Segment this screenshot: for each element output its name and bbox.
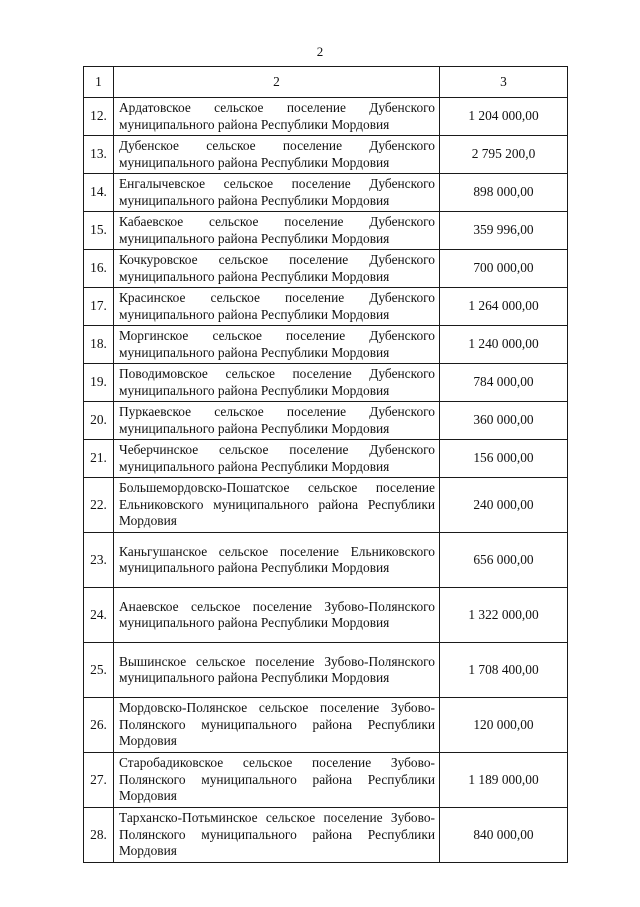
table-row [84,250,568,288]
settlement-name: Енгалычевское сельское поселение Дубенского муниципального района Республики Мордовия [114,174,440,212]
table-row [84,588,568,643]
settlement-name: Чеберчинское сельское поселение Дубенского муниципального района Республики Мордовия [114,440,440,478]
allocation-amount: 1 204 000,00 [440,98,568,136]
allocation-amount: 1 708 400,00 [440,643,568,698]
allocation-amount: 360 000,00 [440,402,568,440]
column-header-name: 2 [114,67,440,98]
row-number: 18. [84,326,114,364]
table-row [84,326,568,364]
row-number: 28. [84,808,114,863]
allocation-amount: 120 000,00 [440,698,568,753]
table-row [84,808,568,863]
allocation-amount: 840 000,00 [440,808,568,863]
table-header-row [84,67,568,98]
allocation-amount: 1 264 000,00 [440,288,568,326]
row-number: 17. [84,288,114,326]
row-number: 24. [84,588,114,643]
row-number: 13. [84,136,114,174]
settlement-name: Пуркаевское сельское поселение Дубенского муниципального района Республики Мордовия [114,402,440,440]
table-row [84,440,568,478]
row-number: 15. [84,212,114,250]
row-number: 25. [84,643,114,698]
page-number: 2 [316,44,324,59]
settlement-name: Большемордовско-Пошатское сельское поселение Ельниковского муниципального района Республики Мордовия [114,478,440,533]
column-header-number: 1 [84,67,114,98]
row-number: 20. [84,402,114,440]
table-row [84,643,568,698]
settlement-name: Анаевское сельское поселение Зубово-Полянского муниципального района Республики Мордовия [114,588,440,643]
table-row [84,533,568,588]
settlement-name: Кочкуровское сельское поселение Дубенского муниципального района Республики Мордовия [114,250,440,288]
allocation-amount: 1 240 000,00 [440,326,568,364]
allocation-amount: 240 000,00 [440,478,568,533]
row-number: 22. [84,478,114,533]
table-body [84,67,568,863]
settlement-name: Красинское сельское поселение Дубенского муниципального района Республики Мордовия [114,288,440,326]
table-row [84,364,568,402]
row-number: 26. [84,698,114,753]
allocation-amount: 1 322 000,00 [440,588,568,643]
table-row [84,753,568,808]
table-row [84,212,568,250]
row-number: 21. [84,440,114,478]
table-row [84,478,568,533]
allocation-amount: 700 000,00 [440,250,568,288]
allocation-amount: 359 996,00 [440,212,568,250]
row-number: 27. [84,753,114,808]
row-number: 19. [84,364,114,402]
table-row [84,402,568,440]
allocation-amount: 156 000,00 [440,440,568,478]
allocation-amount: 784 000,00 [440,364,568,402]
table-row [84,136,568,174]
table-row [84,98,568,136]
settlement-name: Вышинское сельское поселение Зубово-Полянского муниципального района Республики Мордовия [114,643,440,698]
allocation-table [83,66,568,863]
settlement-name: Кабаевское сельское поселение Дубенского муниципального района Республики Мордовия [114,212,440,250]
settlement-name: Каньгушанское сельское поселение Ельниковского муниципального района Республики Мордовия [114,533,440,588]
settlement-name: Ардатовское сельское поселение Дубенского муниципального района Республики Мордовия [114,98,440,136]
table-row [84,174,568,212]
settlement-name: Старобадиковское сельское поселение Зубово-Полянского муниципального района Республики Мордовия [114,753,440,808]
row-number: 16. [84,250,114,288]
settlement-name: Моргинское сельское поселение Дубенского муниципального района Республики Мордовия [114,326,440,364]
allocation-amount: 898 000,00 [440,174,568,212]
settlement-name: Дубенское сельское поселение Дубенского муниципального района Республики Мордовия [114,136,440,174]
column-header-amount: 3 [440,67,568,98]
row-number: 23. [84,533,114,588]
table-row [84,288,568,326]
allocation-amount: 656 000,00 [440,533,568,588]
settlement-name: Тарханско-Потьминское сельское поселение Зубово-Полянского муниципального района Республики Мордовия [114,808,440,863]
allocation-amount: 2 795 200,0 [440,136,568,174]
allocation-amount: 1 189 000,00 [440,753,568,808]
table-row [84,698,568,753]
settlement-name: Поводимовское сельское поселение Дубенского муниципального района Республики Мордовия [114,364,440,402]
settlement-name: Мордовско-Полянское сельское поселение Зубово-Полянского муниципального района Республики Мордовия [114,698,440,753]
row-number: 12. [84,98,114,136]
row-number: 14. [84,174,114,212]
